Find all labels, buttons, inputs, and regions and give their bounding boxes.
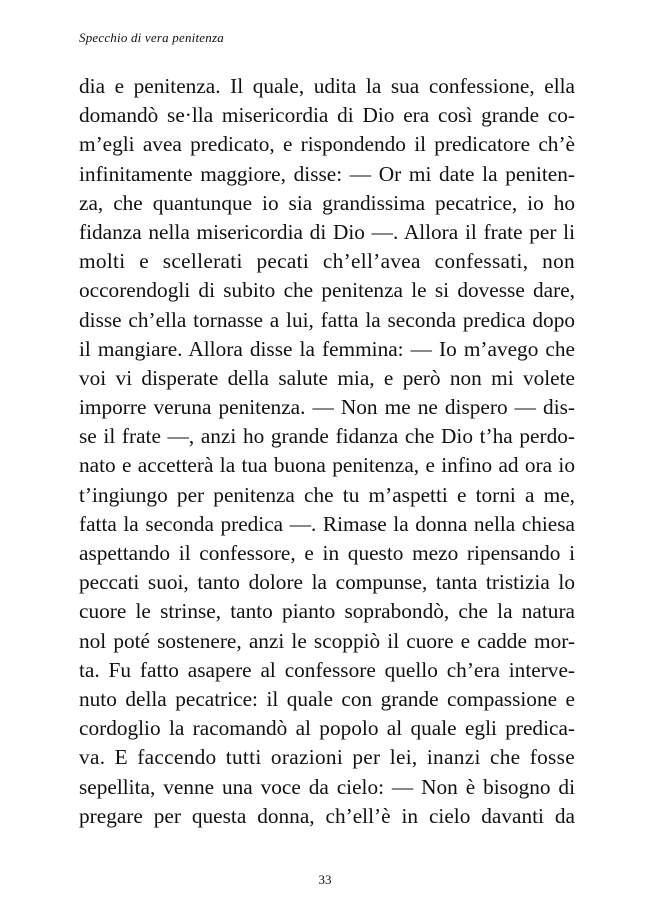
text-line: fidanza nella misericordia di Dio —. Allora il frate per li — [79, 219, 575, 244]
text-line: sepellita, venne una voce da cielo: — Non è bisogno di — [79, 774, 575, 799]
text-line: pregare per questa donna, ch’ell’è in cielo davanti da — [79, 803, 575, 828]
text-line: nol poté sostenere, anzi le scoppiò il cuore e cadde mor- — [79, 628, 575, 653]
text-line: molti e scellerati pecati ch’ell’avea confessati, non — [79, 249, 575, 274]
text-line: domandò se·lla misericordia di Dio era così grande co- — [79, 103, 575, 128]
text-line: occorendogli di subito che penitenza le si dovesse dare, — [79, 278, 575, 303]
text-line: ta. Fu fatto asapere al confessore quello ch’era interve- — [79, 657, 575, 682]
text-line: va. E faccendo tutti orazioni per lei, inanzi che fosse — [79, 745, 575, 770]
text-line: fatta la seconda predica —. Rimase la donna nella chiesa — [79, 511, 575, 536]
text-line: il mangiare. Allora disse la femmina: — Io m’avego che — [79, 336, 575, 361]
text-line: dia e penitenza. Il quale, udita la sua confessione, ella — [79, 74, 575, 98]
text-line: za, che quantunque io sia grandissima pecatrice, io ho — [79, 190, 575, 215]
text-line: se il frate —, anzi ho grande fidanza che Dio t’ha perdo- — [79, 424, 575, 449]
text-line: disse ch’ella tornasse a lui, fatta la seconda predica dopo — [79, 307, 575, 332]
text-line: m’egli avea predicato, e rispondendo il predicatore ch’è — [79, 132, 575, 157]
text-line: nuto della pecatrice: il quale con grande compassione e — [79, 686, 575, 711]
text-line: cordoglio la racomandò al popolo al quale egli predica- — [79, 716, 575, 741]
text-line: cuore le strinse, tanto pianto soprabondò, che la natura — [79, 599, 575, 624]
text-line: aspettando il confessore, e in questo mezo ripensando i — [79, 541, 575, 565]
text-line: peccati suoi, tanto dolore la compunse, tanta tristizia lo — [79, 570, 575, 595]
page-number: 33 — [318, 872, 332, 887]
text-line: voi vi disperate della salute mia, e però non mi volete — [79, 365, 575, 390]
text-line: infinitamente maggiore, disse: — Or mi date la peniten- — [79, 161, 575, 186]
text-line: t’ingiungo per penitenza che tu m’aspetti e torni a me, — [79, 482, 575, 507]
text-line: imporre veruna penitenza. — Non me ne dispero — dis- — [79, 395, 575, 420]
body-text — [79, 72, 575, 831]
running-head: Specchio di vera penitenza — [79, 30, 224, 45]
text-line: nato e accetterà la tua buona penitenza, e infino ad ora io — [79, 453, 575, 478]
